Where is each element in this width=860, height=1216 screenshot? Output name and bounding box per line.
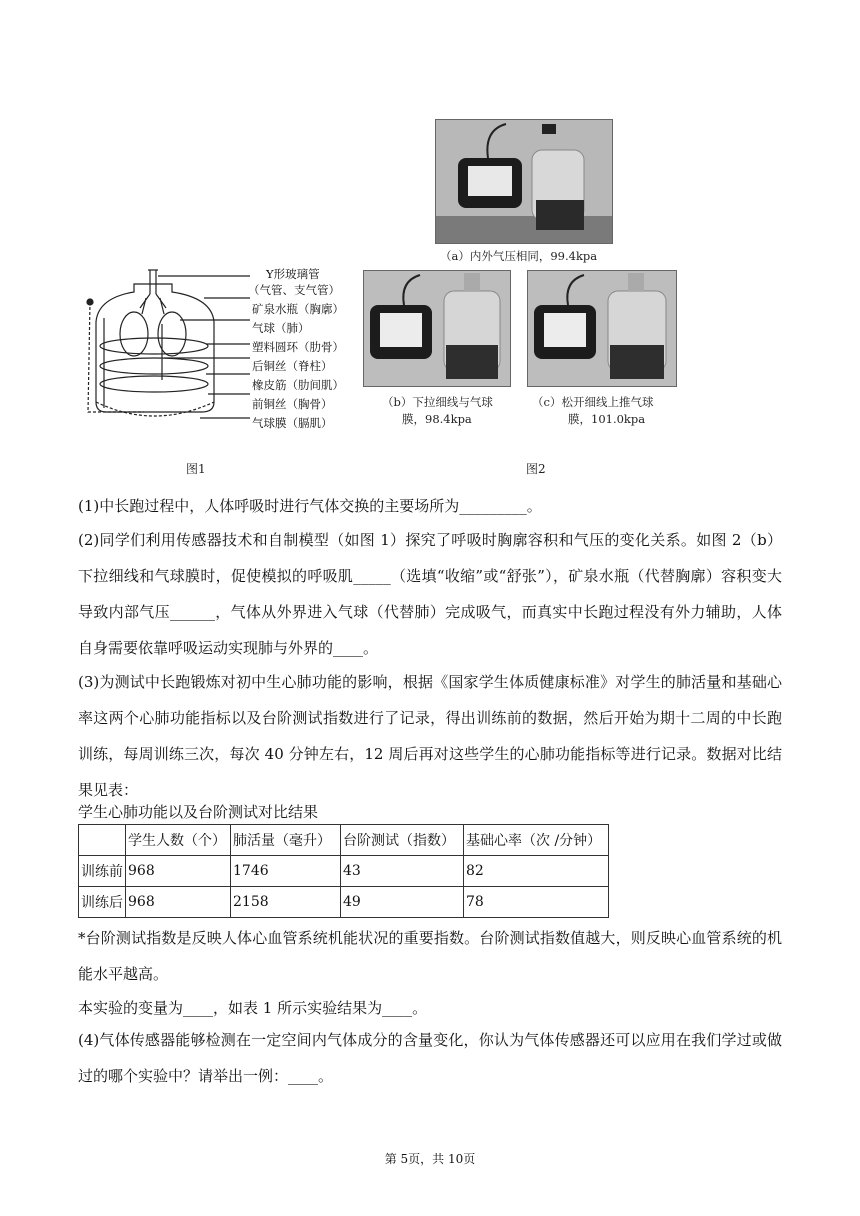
header-cell xyxy=(79,825,126,856)
label-membrane: 气球膜（膈肌） xyxy=(252,416,333,430)
table-title: 学生心肺功能以及台阶测试对比结果 xyxy=(78,803,319,821)
header-cell: 肺活量（毫升） xyxy=(231,825,341,856)
data-table xyxy=(78,824,609,918)
table-cell: 训练前 xyxy=(79,856,126,887)
photo-b-caption-line2: 膜，98.4kpa xyxy=(402,412,472,426)
table-cell: 43 xyxy=(341,856,464,887)
question-4: (4)气体传感器能够检测在一定空间内气体成分的含量变化，你认为气体传感器还可以应用在我们学过或做过的哪个实验中？请举出一例：____。 xyxy=(78,1031,782,1085)
header-cell: 学生人数（个） xyxy=(126,825,231,856)
table-cell: 968 xyxy=(126,856,231,887)
label-back-wire: 后铜丝（脊柱） xyxy=(252,359,333,373)
table-cell: 968 xyxy=(126,887,231,918)
question-1: (1)中长跑过程中，人体呼吸时进行气体交换的主要场所为_________。 xyxy=(78,497,542,515)
photo-c-caption-line2: 膜，101.0kpa xyxy=(568,412,646,426)
question-3: (3)为测试中长跑锻炼对初中生心肺功能的影响，根据《国家学生体质健康标准》对学生的肺活量和基础心率这两个心肺功能指标以及台阶测试指数进行了记录，得出训练前的数据，然后开始为期十二周的中长跑训练，每周训练三次，每次 40 分钟左右，12 周后再对这些学生的心肺功能指标等进行记录。数据对比结果见表： xyxy=(78,673,782,799)
label-y-tube: Y形玻璃管 xyxy=(266,267,320,281)
model-labels xyxy=(248,266,362,431)
label-balloon: 气球（肺） xyxy=(252,321,310,335)
table-cell: 2158 xyxy=(231,887,341,918)
label-rubber-band: 橡皮筋（肋间肌） xyxy=(252,378,344,392)
table-cell: 78 xyxy=(464,887,609,918)
table-cell: 82 xyxy=(464,856,609,887)
table-cell: 1746 xyxy=(231,856,341,887)
photo-c-caption xyxy=(532,394,677,428)
figure2-caption: 图2 xyxy=(526,462,546,476)
label-trachea: （气管、支气管） xyxy=(248,283,340,297)
photo-a-caption: （a）内外气压相同，99.4kpa xyxy=(440,249,598,263)
photo-c xyxy=(527,270,677,387)
header-cell: 基础心率（次 /分钟） xyxy=(464,825,609,856)
label-bottle: 矿泉水瓶（胸廓） xyxy=(252,302,344,316)
question-3-blanks: 本实验的变量为____，如表 1 所示实验结果为____。 xyxy=(78,999,428,1017)
label-front-wire: 前铜丝（胸骨） xyxy=(252,397,333,411)
photo-c-caption-line1: （c）松开细线上推气球 xyxy=(532,395,654,409)
figure1-caption: 图1 xyxy=(186,462,206,476)
table-cell: 49 xyxy=(341,887,464,918)
label-ring: 塑料圆环（肋骨） xyxy=(252,340,344,354)
table-note: *台阶测试指数是反映人体心血管系统机能状况的重要指数。台阶测试指数值越大，则反映心血管系统的机能水平越高。 xyxy=(78,929,782,983)
comparison-table xyxy=(78,824,609,918)
photo-b xyxy=(363,270,511,387)
header-cell: 台阶测试（指数） xyxy=(341,825,464,856)
photo-b-caption xyxy=(382,394,512,428)
table-row xyxy=(79,887,609,918)
photo-b-caption-line1: （b）下拉细线与气球 xyxy=(382,395,493,409)
question-2: (2)同学们利用传感器技术和自制模型（如图 1）探究了呼吸时胸廓容积和气压的变化关系。如图 2（b）下拉细线和气球膜时，促使模拟的呼吸肌_____（选填“收缩”或“舒张”），矿泉水瓶（代替胸廓）容积变大导致内部气压______，气体从外界进入气球（代替肺）完成吸气，而真实中长跑过程没有外力辅助，人体自身需要依靠呼吸运动实现肺与外界的____。 xyxy=(78,531,782,657)
table-cell: 训练后 xyxy=(79,887,126,918)
table-row xyxy=(79,856,609,887)
page-footer: 第 5页，共 10页 xyxy=(384,1152,476,1166)
table-header-row xyxy=(79,825,609,856)
photo-a xyxy=(435,119,613,244)
